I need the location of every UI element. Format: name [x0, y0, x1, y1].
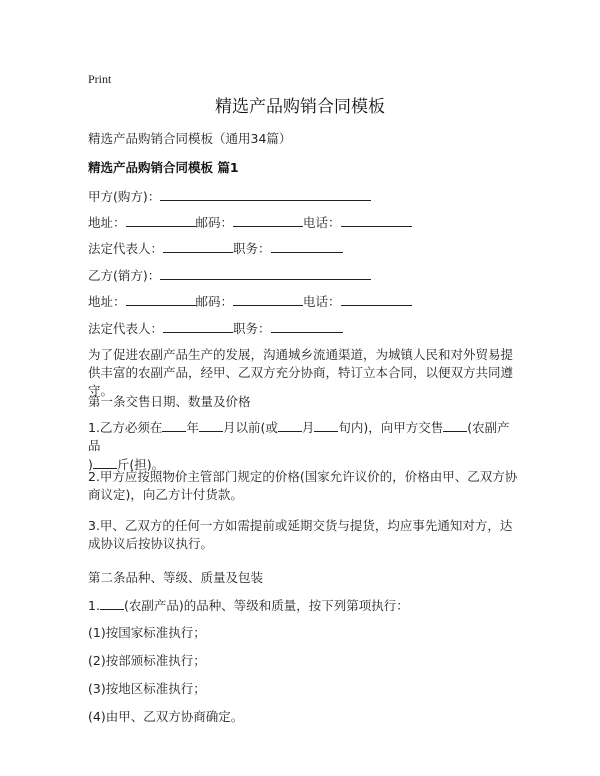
text: 1. [88, 598, 100, 613]
label: 电话： [303, 215, 341, 230]
text: ) [88, 457, 93, 472]
article1-heading: 第一条交售日期、数量及价格 [88, 394, 251, 409]
blank [233, 292, 303, 306]
option-4: (4)由甲、乙双方协商确定。 [88, 709, 244, 724]
party-a-contact-line [88, 213, 412, 232]
blank [126, 292, 196, 306]
article1-item3: 3.甲、乙双方的任何一方如需提前或延期交货与提货，均应事先通知对方，达成协议后按协议执行。 [88, 518, 513, 551]
party-a-blank [160, 187, 371, 201]
intro-paragraph: 为了促进农副产品生产的发展，沟通城乡流通渠道，为城镇人民和对外贸易提供丰富的农副产品，经甲、乙双方充分协商，特订立本合同，以便双方共同遵守。 [88, 347, 514, 398]
text: 年 [186, 420, 199, 435]
blank [93, 455, 117, 469]
document-title: 精选产品购销合同模板 [215, 97, 385, 117]
text: 1.乙方必须在 [88, 420, 163, 435]
blank [163, 239, 233, 253]
blank [126, 213, 196, 227]
option-3: (3)按地区标准执行； [88, 681, 206, 696]
section-heading: 精选产品购销合同模板 篇1 [88, 160, 239, 175]
blank [271, 319, 343, 333]
option-2: (2)按部颁标准执行； [88, 653, 206, 668]
label: 职务： [233, 241, 271, 256]
text: 旬内)，向甲方交售 [338, 420, 444, 435]
party-a-rep-line [88, 239, 343, 258]
text: 月以前(或 [222, 420, 278, 435]
blank [100, 596, 124, 610]
party-b-contact-line [88, 292, 412, 311]
blank [278, 418, 302, 432]
label: 邮码： [195, 215, 234, 230]
option-1: (1)按国家标准执行； [88, 625, 206, 640]
blank [443, 418, 467, 432]
text: (农副产品)的品种、等级和质量，按下列第项执行： [123, 598, 409, 613]
label: 地址： [88, 294, 126, 309]
text: (农副产品 [88, 420, 510, 453]
blank [341, 213, 412, 227]
print-link[interactable]: Print [88, 72, 112, 86]
party-b-rep-line [88, 319, 343, 338]
label: 职务： [233, 321, 271, 336]
blank [162, 418, 186, 432]
label: 邮码： [195, 294, 234, 309]
blank [271, 239, 343, 253]
article1-item2: 2.甲方应按照物价主管部门规定的价格(国家允许议价的，价格由甲、乙双方协商议定)，向乙方计付货款。 [88, 469, 518, 502]
document-subtitle: 精选产品购销合同模板（通用34篇） [88, 131, 292, 146]
label: 甲方(购方)： [88, 189, 161, 204]
label: 电话： [303, 294, 341, 309]
blank [233, 213, 303, 227]
blank [314, 418, 338, 432]
blank [163, 319, 233, 333]
label: 法定代表人： [88, 321, 164, 336]
blank [341, 292, 412, 306]
article2-heading: 第二条品种、等级、质量及包装 [88, 570, 264, 585]
article2-item1 [88, 596, 409, 615]
label: 乙方(销方)： [88, 268, 161, 283]
party-b-blank [160, 266, 371, 280]
label: 法定代表人： [88, 241, 164, 256]
party-a-line [88, 187, 371, 206]
text: 斤(担)。 [116, 457, 165, 472]
article1-item1 [88, 418, 520, 474]
label: 地址： [88, 215, 126, 230]
blank [199, 418, 223, 432]
party-b-line [88, 266, 371, 285]
text: 月 [301, 420, 315, 435]
